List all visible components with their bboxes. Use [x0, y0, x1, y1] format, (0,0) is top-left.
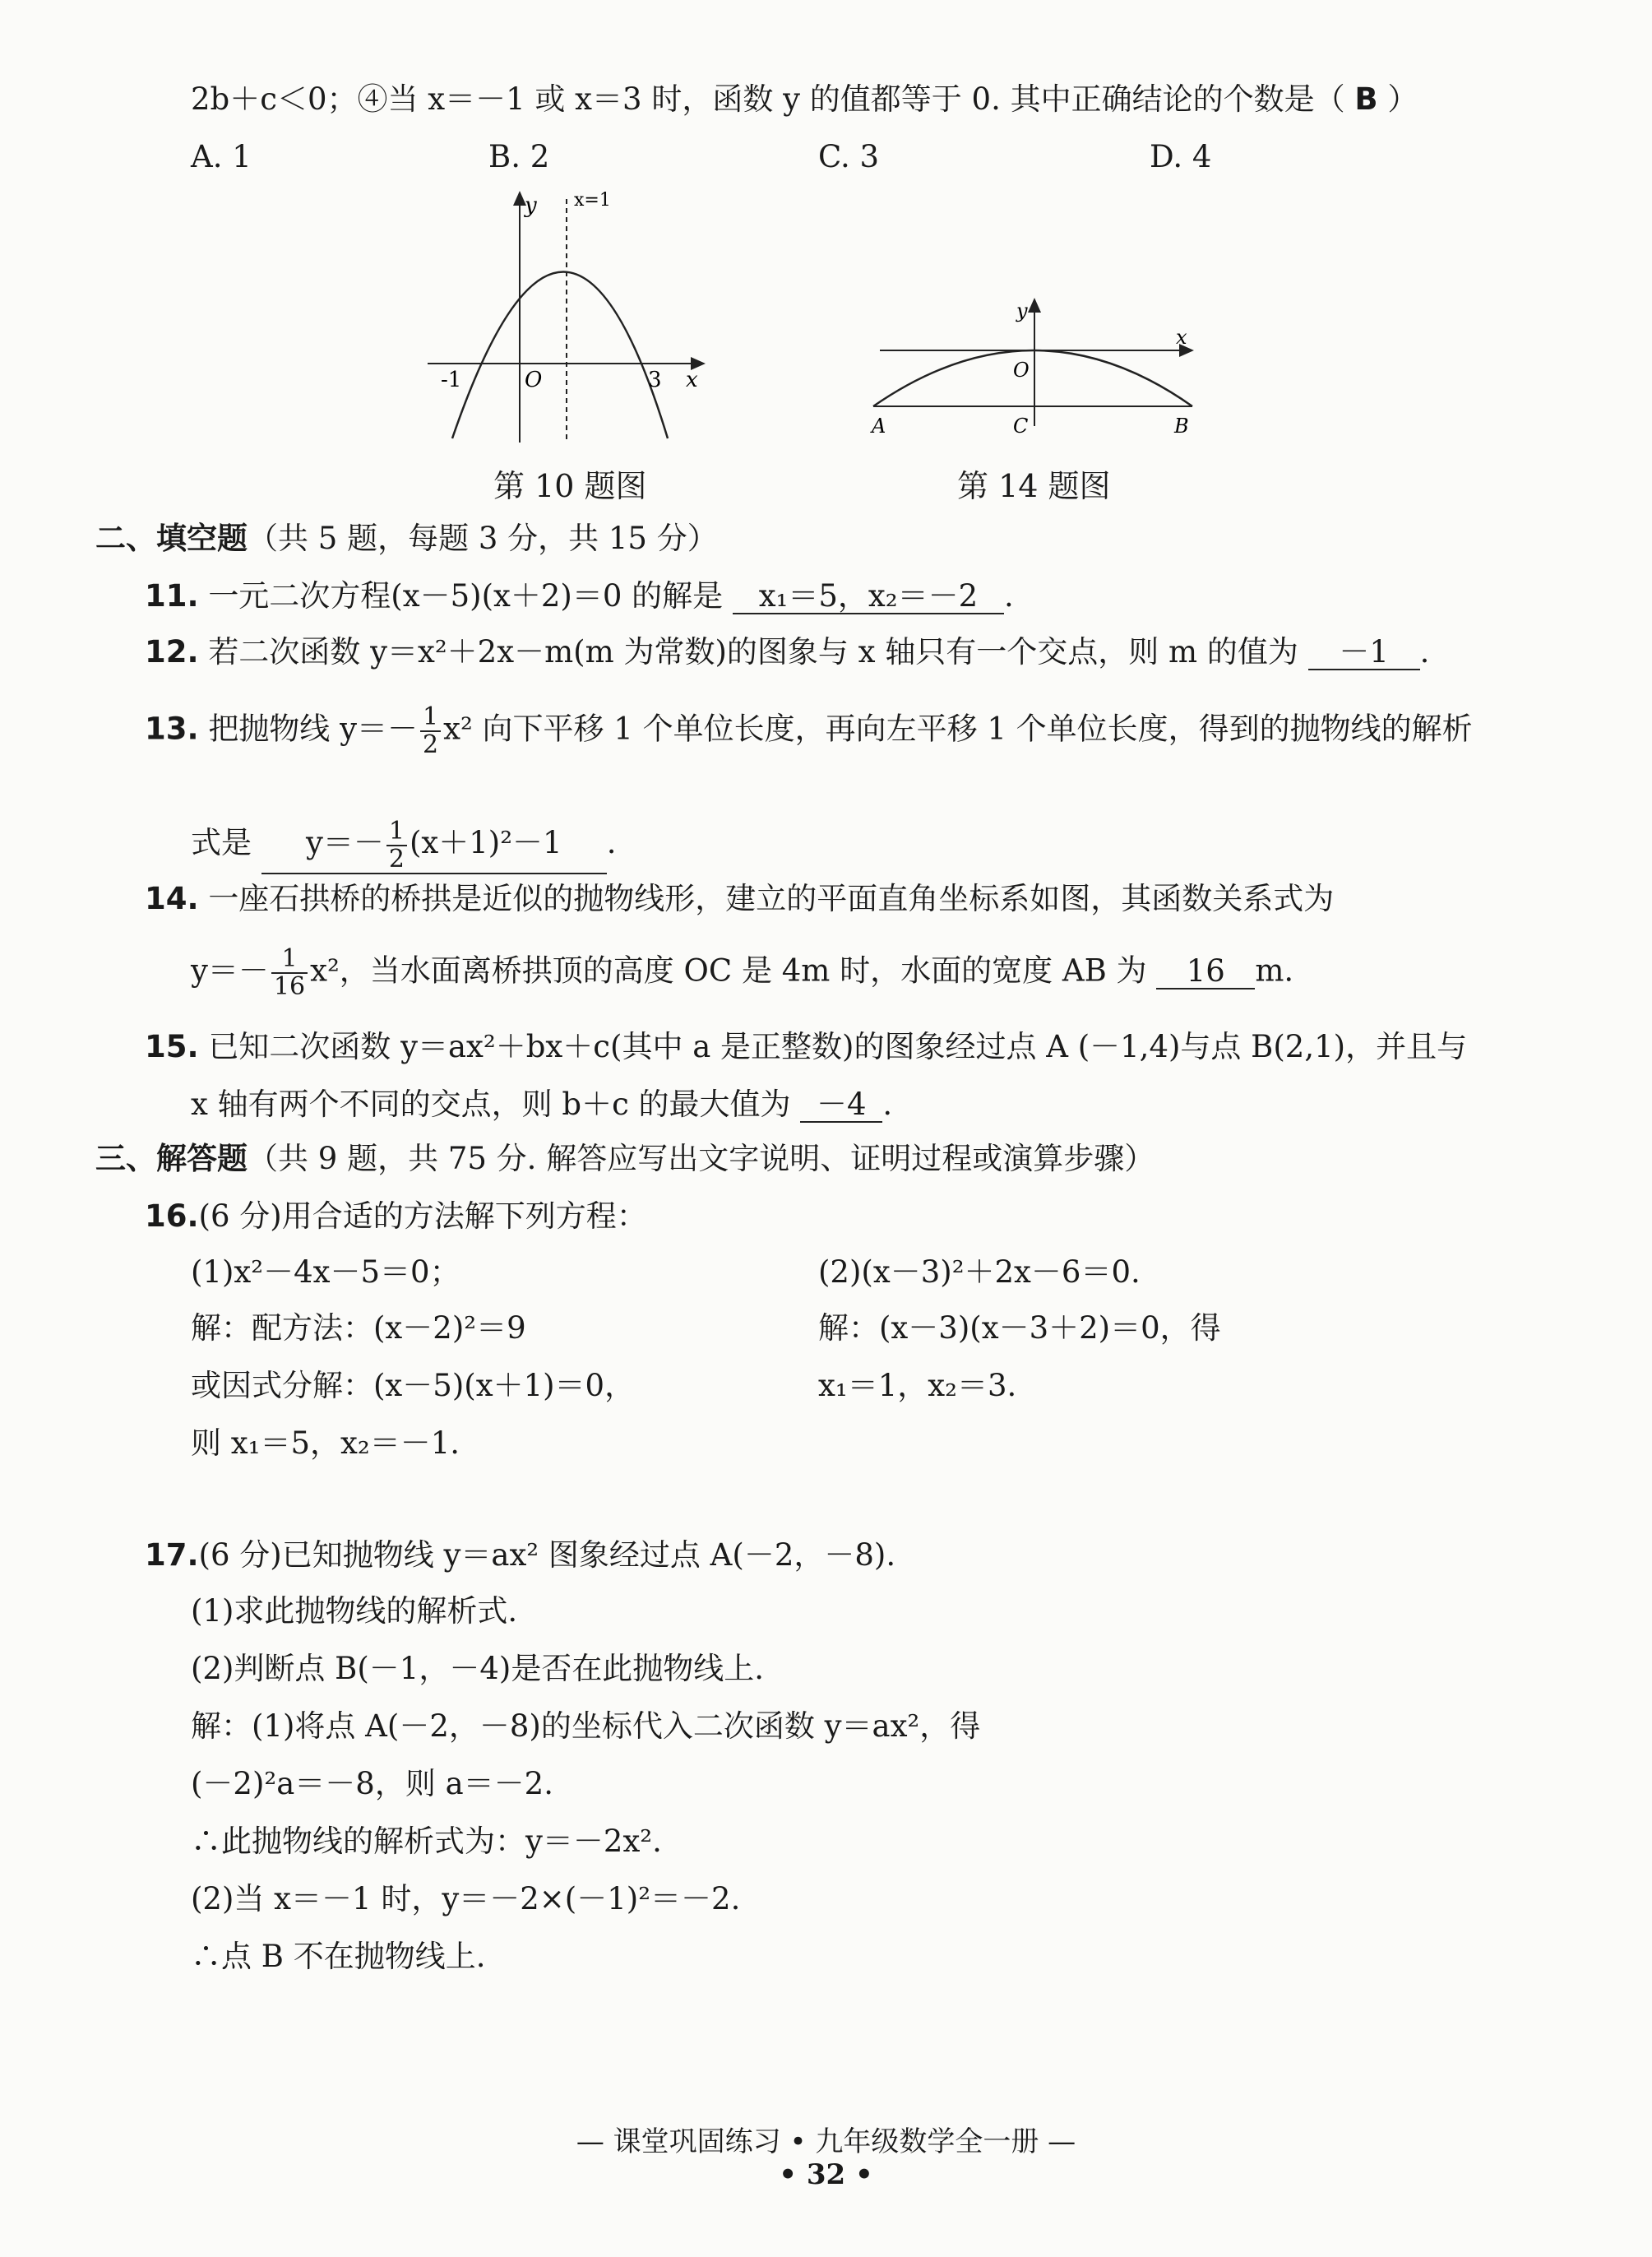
figure-q10-parabola [428, 188, 724, 447]
q16-part2-step1: 解：(x－3)(x－3＋2)＝0，得 [818, 1310, 1221, 1346]
question-13: 13. 把抛物线 y＝－ $\frac{1}{2}$ x² 向下平移 1 个单位长度，再向左平移 1 个单位长度，得到的抛物线的解析 [145, 702, 1473, 759]
q14-answer: 16 [1156, 955, 1255, 989]
question-11: 11. 一元二次方程(x－5)(x＋2)＝0 的解是 x₁＝5，x₂＝－2 . [145, 578, 1014, 614]
x-axis-label: x [686, 368, 698, 392]
figure-q14-caption: 第 14 题图 [957, 468, 1111, 504]
footer-title: — 课堂巩固练习 • 九年级数学全一册 — [576, 2125, 1076, 2158]
x-axis-label: x [1176, 326, 1187, 349]
point-c-label: C [1013, 415, 1029, 438]
question-17: 17.(6 分)已知抛物线 y＝ax² 图象经过点 A(－2，－8). [145, 1537, 896, 1573]
question-12: 12. 若二次函数 y＝x²＋2x－m(m 为常数)的图象与 x 轴只有一个交点，则 m 的值为 －1 . [145, 634, 1430, 670]
q16-part1: (1)x²－4x－5＝0； [191, 1254, 460, 1290]
page-number: • 32 • [779, 2158, 873, 2191]
q16-part2: (2)(x－3)²＋2x－6＝0. [818, 1254, 1141, 1290]
q17-line2: (2)判断点 B(－1，－4)是否在此抛物线上. [191, 1651, 765, 1686]
q17-line1: (1)求此抛物线的解析式. [191, 1593, 518, 1629]
figure-q10-caption: 第 10 题图 [493, 468, 647, 504]
q17-line4: (－2)²a＝－8，则 a＝－2. [191, 1766, 553, 1801]
q10-answer: B [1354, 81, 1378, 117]
fraction: $\frac{1}{16}$ [271, 946, 308, 1000]
q10-option-d: D. 4 [1150, 139, 1212, 174]
bridge-arch-curve [873, 350, 1192, 406]
q17-line5: ∴此抛物线的解析式为：y＝－2x². [191, 1824, 662, 1859]
q16-part1-step3: 则 x₁＝5，x₂＝－1. [191, 1425, 460, 1461]
q15-answer: －4 [800, 1088, 882, 1123]
section3-heading: 三、解答题（共 9 题，共 75 分. 解答应写出文字说明、证明过程或演算步骤） [95, 1141, 1155, 1176]
left-root-label: -1 [441, 368, 462, 392]
fraction: $\frac{1}{2}$ [420, 704, 441, 758]
question-15-line2: x 轴有两个不同的交点，则 b＋c 的最大值为 －4 . [191, 1087, 893, 1122]
q17-line7: ∴点 B 不在抛物线上. [191, 1939, 486, 1974]
q13-answer: y＝－ $\frac{1}{2}$ (x＋1)²－1 [261, 814, 607, 874]
q17-line3: 解：(1)将点 A(－2，－8)的坐标代入二次函数 y＝ax²，得 [191, 1708, 981, 1744]
q10-option-a: A. 1 [191, 139, 252, 174]
point-b-label: B [1174, 415, 1189, 438]
q16-part2-step2: x₁＝1，x₂＝3. [818, 1368, 1017, 1403]
question-16: 16.(6 分)用合适的方法解下列方程： [145, 1198, 647, 1234]
q17-line6: (2)当 x＝－1 时，y＝－2×(－1)²＝－2. [191, 1881, 741, 1916]
section2-heading: 二、填空题（共 5 题，每题 3 分，共 15 分） [95, 521, 718, 556]
q16-part1-step2: 或因式分解：(x－5)(x＋1)＝0， [191, 1368, 636, 1403]
question-14: 14. 一座石拱桥的桥拱是近似的抛物线形，建立的平面直角坐标系如图，其函数关系式为 [145, 881, 1335, 916]
question-13-answer-line: 式是 y＝－ $\frac{1}{2}$ (x＋1)²－1 . [191, 814, 617, 874]
origin-label: O [525, 368, 543, 392]
q10-line: 2b＋c＜0；④当 x＝－1 或 x＝3 时，函数 y 的值都等于 0. 其中正确结论的个数是（ B ） [191, 81, 1418, 117]
point-a-label: A [872, 415, 886, 438]
q11-answer: x₁＝5，x₂＝－2 [733, 580, 1004, 614]
q10-option-c: C. 3 [818, 139, 880, 174]
question-14-line2: y＝－ $\frac{1}{16}$ x²，当水面离桥拱顶的高度 OC 是 4m 时，水面的宽度 AB 为 16 m. [191, 944, 1294, 1001]
right-root-label: 3 [648, 368, 662, 392]
parabola-curve [452, 272, 668, 439]
figure-q14-bridge [863, 294, 1209, 443]
y-axis-label: y [525, 193, 537, 218]
symmetry-axis-label: x=1 [574, 190, 611, 211]
q16-part1-step1: 解：配方法：(x－2)²＝9 [191, 1310, 526, 1346]
q12-answer: －1 [1308, 636, 1420, 670]
y-axis-label: y [1016, 299, 1028, 322]
q10-option-b: B. 2 [488, 139, 550, 174]
origin-label: O [1013, 359, 1030, 382]
question-15: 15. 已知二次函数 y＝ax²＋bx＋c(其中 a 是正整数)的图象经过点 A (－1,4)与点 B(2,1)，并且与 [145, 1029, 1468, 1064]
